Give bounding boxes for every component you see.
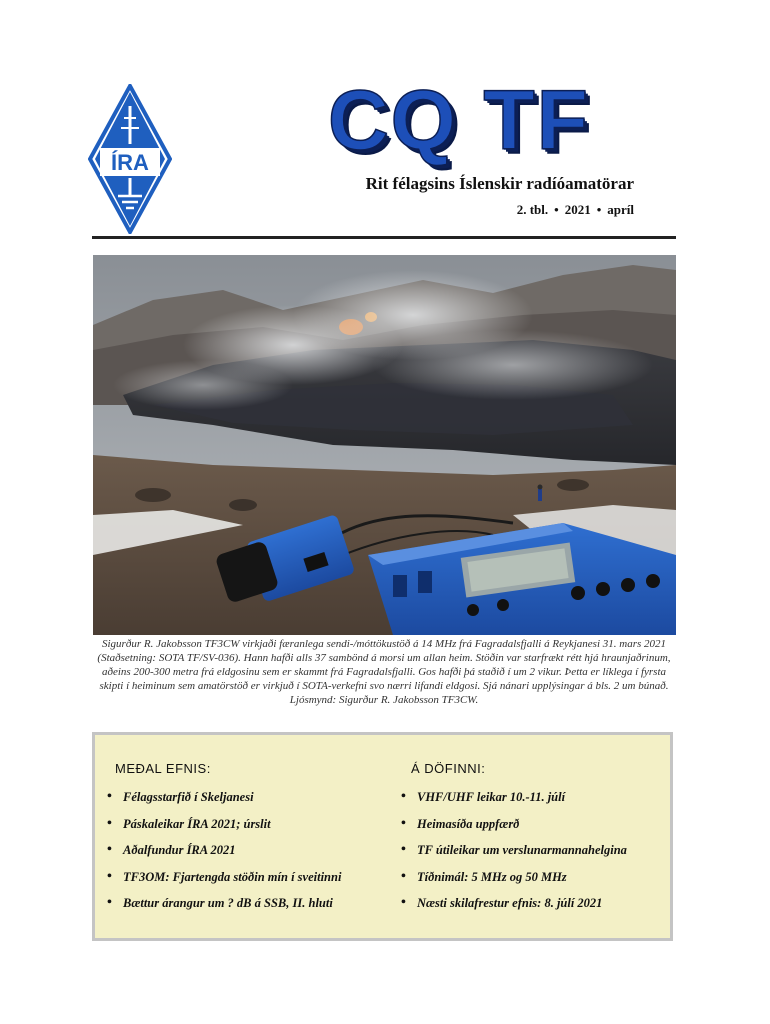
publication-subtitle: Rit félagsins Íslenskir radíóamatörar xyxy=(365,174,634,193)
issue-month: apríl xyxy=(607,202,634,217)
contents-left-heading: MEÐAL EFNIS: xyxy=(115,761,211,776)
ira-logo xyxy=(88,84,172,234)
list-item: • Páskaleikar ÍRA 2021; úrslit xyxy=(101,817,341,844)
list-item: • VHF/UHF leikar 10.-11. júlí xyxy=(395,790,627,817)
in-this-issue-list xyxy=(101,790,341,923)
list-item: • Næsti skilafrestur efnis: 8. júlí 2021 xyxy=(395,896,627,923)
cover-photo xyxy=(93,255,676,635)
list-item: • Félagsstarfið í Skeljanesi xyxy=(101,790,341,817)
issue-number: 2. tbl. xyxy=(516,202,549,217)
issue-line xyxy=(300,202,634,218)
bullet-separator-icon: • xyxy=(596,202,602,217)
logo-letters: ÍRA xyxy=(111,150,149,175)
upcoming-list xyxy=(395,790,627,923)
list-item: • TF3OM: Fjartengda stöðin mín í sveitinni xyxy=(101,870,341,897)
header-divider xyxy=(92,236,676,239)
list-item: • TF útileikar um verslunarmannahelgina xyxy=(395,843,627,870)
contents-box xyxy=(92,732,673,941)
list-item: • Bættur árangur um ? dB á SSB, II. hluti xyxy=(101,896,341,923)
volcano-and-radio-photo-icon xyxy=(93,255,676,635)
ira-antenna-diamond-logo-icon xyxy=(88,84,172,234)
bullet-separator-icon: • xyxy=(554,202,559,217)
issue-year: 2021 xyxy=(564,202,591,217)
masthead-title: CQ TF xyxy=(328,73,590,167)
list-item: • Aðalfundur ÍRA 2021 xyxy=(101,843,341,870)
photo-caption: Sigurður R. Jakobsson TF3CW virkjaði færanlega sendi-/móttökustöð á 14 MHz frá Fagradalsfjalli á Reykjanesi 31. mars 2021 (Staðsetning: SOTA TF/SV-036). Hann hafði alls 37 sambönd á morsi um allan heim. Stöðin var starfrækt rétt hjá hraunjaðrinum, aðeins 200-300 metra frá eldgosinu sem er skammt frá Fagradalsfjalli. Gos hafði þá staðið í um 2 vikur. Þetta er líklega í fyrsta skipti í heiminum sem amatörstöð er virkjuð í SOTA-verkefni svo nærri lifandi eldgosi. Sjá nánari upplýsingar á bls. 2 um búnað. Ljósmynd: Sigurður R. Jakobsson TF3CW. xyxy=(97,638,671,706)
list-item: • Tíðnimál: 5 MHz og 50 MHz xyxy=(395,870,627,897)
contents-right-heading: Á DÖFINNI: xyxy=(411,761,486,776)
list-item: • Heimasíða uppfærð xyxy=(395,817,627,844)
